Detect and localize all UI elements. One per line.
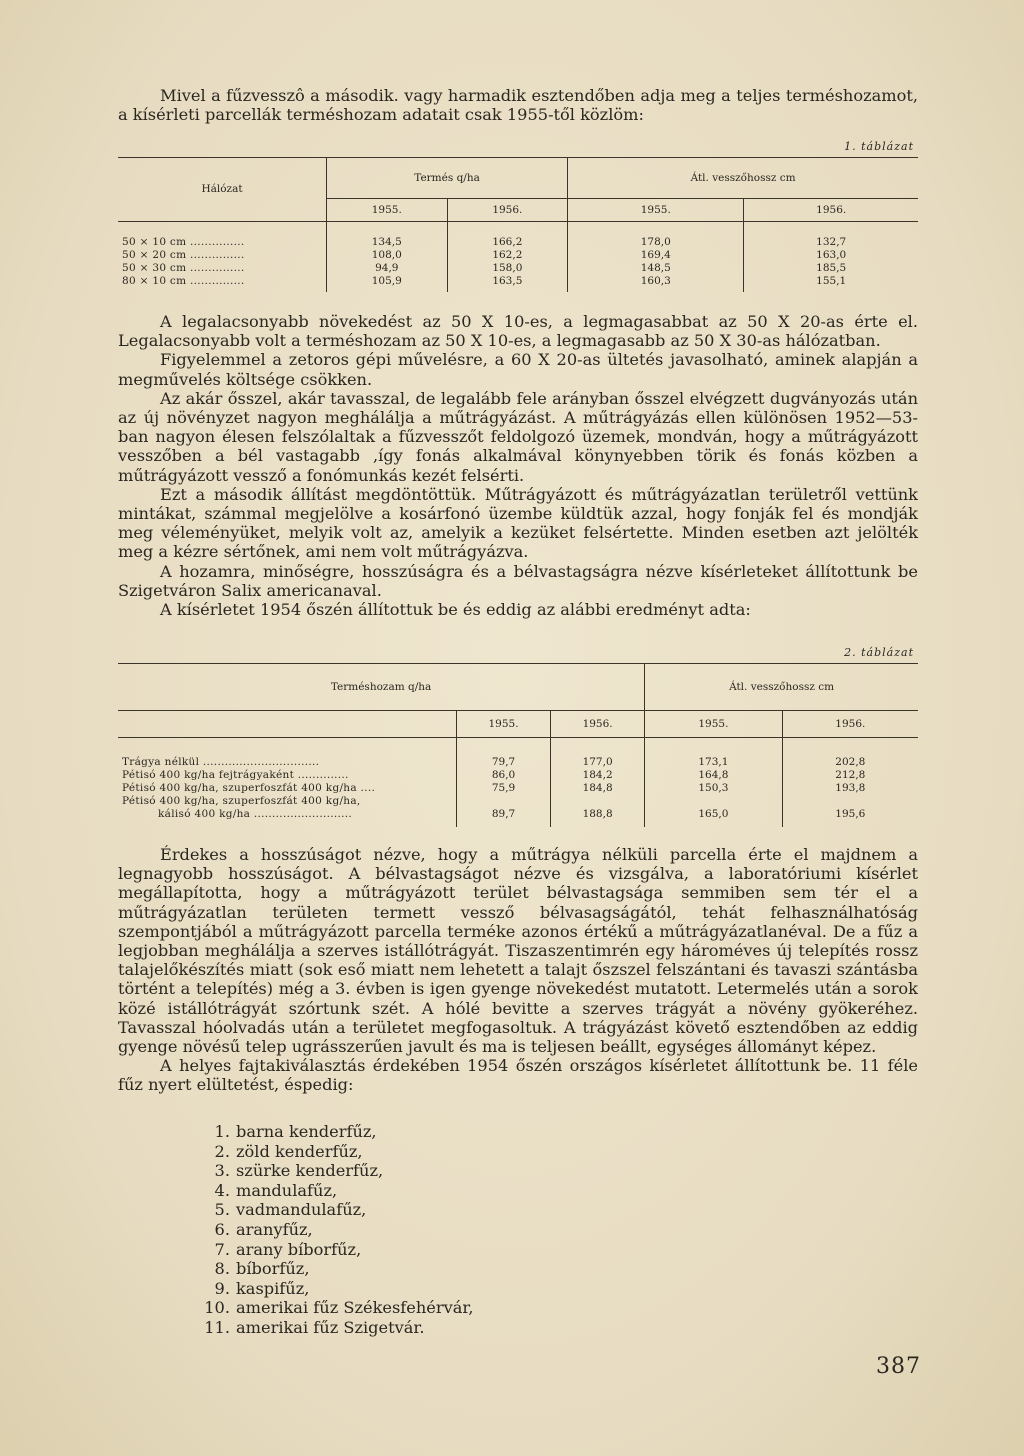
cell: 155,1 bbox=[744, 275, 918, 292]
cell bbox=[551, 795, 645, 808]
cell: 162,2 bbox=[447, 249, 568, 262]
table1-block bbox=[118, 138, 918, 292]
cell: 193,8 bbox=[782, 782, 918, 795]
list-item: 7. arany bíborfűz, bbox=[214, 1239, 362, 1259]
table-row bbox=[118, 782, 918, 795]
table-row bbox=[118, 262, 918, 275]
cell: 202,8 bbox=[782, 738, 918, 770]
row-label: kálisó 400 kg/ha ........................... bbox=[158, 808, 353, 820]
table1-header-atl: Átl. vesszőhossz cm bbox=[568, 158, 918, 199]
list-item: 4. mandulafűz, bbox=[214, 1180, 338, 1200]
table1-year: 1956. bbox=[744, 199, 918, 222]
table-row bbox=[118, 275, 918, 292]
cell: 79,7 bbox=[457, 738, 551, 770]
table-row bbox=[118, 769, 918, 782]
willow-list bbox=[118, 1122, 918, 1338]
paragraph: Érdekes a hosszúságot nézve, hogy a műtrágya nélküli parcella érte el majdnem a legnagyobb hosszúságot. A bélvastagságot nézve és vizsgálva, a laboratóriumi kísérlet megállapította, hogy a műtrágyázott terület bélvastagsága semmiben sem tér el a műtrágyázatlan területen termett vessző bélvasagságától, tehát felhasználhatóság szempontjából a műtrágyázott parcella terméke azonos értékű a műtrágyázatlanéval. De a fűz a legjobban meghálálja a szerves istállótrágyát. Tiszaszentimrén egy hároméves új telepítés rossz talajelőkészítés miatt (sok eső miatt nem lehetett a talajt őszszel felszántani és tavaszi szántásba történt a telepítés) még a 3. évben is igen gyenge növekedést mutatott. Letermelés után a sorok közé istállótrágyát szórtunk szét. A hólé bevitte a szerves trágyát a növény gyökeréhez. Tavasszal hóolvadás után a területet megfogasoltuk. A trágyázást követő esztendőben az eddig gyenge növésű telep ugrásszerűen javult és ma is teljesen beállt, egységes állományt képez. bbox=[118, 845, 918, 1057]
list-item: 6. aranyfűz, bbox=[214, 1219, 313, 1239]
list-item: 11. amerikai fűz Szigetvár. bbox=[204, 1317, 425, 1337]
row-label: 50 × 20 cm ............... bbox=[122, 249, 245, 261]
list-item: 1. barna kenderfűz, bbox=[214, 1122, 377, 1141]
paragraph: Figyelemmel a zetoros gépi művelésre, a 60 X 20-as ültetés javasolható, aminek alapján a megművelés költsége csökken. bbox=[118, 350, 918, 389]
row-label: 80 × 10 cm ............... bbox=[122, 275, 245, 287]
list-item: 8. bíborfűz, bbox=[214, 1259, 310, 1279]
table1-year: 1955. bbox=[327, 199, 448, 222]
paragraph: A legalacsonyabb növekedést az 50 X 10-es, a legmagasabbat az 50 X 20-as érte el. Legalacsonyabb volt a terméshozam az 50 X 10-es, a legmagasabb az 50 X 30-as hálózatban. bbox=[118, 312, 918, 351]
table1 bbox=[118, 157, 918, 292]
list-item: 9. kaspifűz, bbox=[214, 1278, 310, 1298]
cell: 163,5 bbox=[447, 275, 568, 292]
cell: 169,4 bbox=[568, 249, 744, 262]
cell: 184,8 bbox=[551, 782, 645, 795]
table2-header-atl: Átl. vesszőhossz cm bbox=[645, 664, 918, 711]
cell: 178,0 bbox=[568, 222, 744, 250]
cell: 134,5 bbox=[327, 222, 448, 250]
table-row bbox=[118, 222, 918, 250]
list-item: 10. amerikai fűz Székesfehérvár, bbox=[204, 1298, 474, 1318]
cell: 105,9 bbox=[327, 275, 448, 292]
table2-year: 1955. bbox=[645, 711, 783, 738]
cell: 160,3 bbox=[568, 275, 744, 292]
cell: 188,8 bbox=[551, 808, 645, 827]
cell: 177,0 bbox=[551, 738, 645, 770]
row-label: Trágya nélkül ................................ bbox=[122, 756, 320, 768]
table1-header-termes: Termés q/ha bbox=[327, 158, 568, 199]
row-label: 50 × 30 cm ............... bbox=[122, 262, 245, 274]
table-row bbox=[118, 738, 918, 770]
paragraph: A hozamra, minőségre, hosszúságra és a bélvastagságra nézve kísérleteket állítottunk be Szigetváron Salix americanaval. bbox=[118, 561, 918, 600]
table1-year: 1956. bbox=[447, 199, 568, 222]
cell: 164,8 bbox=[645, 769, 783, 782]
list-item: 5. vadmandulafűz, bbox=[214, 1200, 367, 1220]
cell: 148,5 bbox=[568, 262, 744, 275]
cell: 184,2 bbox=[551, 769, 645, 782]
table2-year: 1956. bbox=[551, 711, 645, 738]
paragraph: Ezt a második állítást megdöntöttük. Műtrágyázott és műtrágyázatlan területről vettünk mintákat, számmal megjelölve a kosárfonó üzembe küldtük azzal, hogy fonják fel és mondják meg véleményüket, melyik volt az, amelyik a kezüket felsértette. Minden esetben azt jelölték meg a kézre sértőnek, ami nem volt műtrágyázva. bbox=[118, 484, 918, 562]
table2-caption: 2. táblázat bbox=[844, 646, 914, 659]
table-row bbox=[118, 808, 918, 827]
row-label: Pétisó 400 kg/ha fejtrágyaként .............. bbox=[122, 769, 349, 781]
text-block-b bbox=[118, 845, 918, 1095]
list-item: 3. szürke kenderfűz, bbox=[214, 1161, 384, 1181]
table2-label-header bbox=[118, 711, 457, 738]
row-label: 50 × 10 cm ............... bbox=[122, 236, 245, 248]
table2-year: 1955. bbox=[457, 711, 551, 738]
cell: 185,5 bbox=[744, 262, 918, 275]
list-item: 2. zöld kenderfűz, bbox=[214, 1141, 363, 1161]
table2-header-termes: Terméshozam q/ha bbox=[118, 664, 645, 711]
cell: 195,6 bbox=[782, 808, 918, 827]
cell: 166,2 bbox=[447, 222, 568, 250]
cell: 86,0 bbox=[457, 769, 551, 782]
cell: 158,0 bbox=[447, 262, 568, 275]
cell bbox=[645, 795, 783, 808]
intro-paragraph: Mivel a fűzvesszô a második. vagy harmadik esztendőben adja meg a teljes terméshozamot, a kísérleti parcellák terméshozam adatait csak 1955-től közlöm: bbox=[118, 86, 918, 125]
table-row bbox=[118, 795, 918, 808]
page-number: 387 bbox=[876, 1354, 921, 1379]
text-block-a bbox=[118, 312, 918, 619]
table2-block bbox=[118, 644, 918, 827]
intro-block bbox=[118, 86, 918, 124]
cell bbox=[457, 795, 551, 808]
row-label: Pétisó 400 kg/ha, szuperfoszfát 400 kg/ha .... bbox=[122, 782, 376, 794]
cell: 165,0 bbox=[645, 808, 783, 827]
table-row bbox=[118, 249, 918, 262]
cell: 94,9 bbox=[327, 262, 448, 275]
table1-year: 1955. bbox=[568, 199, 744, 222]
table1-caption: 1. táblázat bbox=[844, 140, 914, 153]
cell: 150,3 bbox=[645, 782, 783, 795]
table1-header-halozat: Hálózat bbox=[118, 158, 327, 222]
paragraph: A kísérletet 1954 őszén állítottuk be és eddig az alábbi eredményt adta: bbox=[160, 600, 751, 620]
cell: 132,7 bbox=[744, 222, 918, 250]
willow-list-block bbox=[118, 1122, 918, 1338]
paragraph: Az akár ősszel, akár tavasszal, de legalább fele arányban ősszel elvégzett dugványozás után az új növényzet nagyon meghálálja a műtrágyázást. A műtrágyázás ellen különösen 1952—53-ban nagyon élesen felszólaltak a fűzvesszőt feldolgozó üzemek, mondván, hogy a műtrágyázott vesszőben a bél vastagabb ,így fonás alkalmával könynyebben törik és fonás közben a műtrágyázott vessző a fonómunkás kezét felsérti. bbox=[118, 388, 918, 485]
cell: 75,9 bbox=[457, 782, 551, 795]
cell: 108,0 bbox=[327, 249, 448, 262]
cell: 89,7 bbox=[457, 808, 551, 827]
paragraph: A helyes fajtakiválasztás érdekében 1954 őszén országos kísérletet állítottunk be. 11 féle fűz nyert elültetést, éspedig: bbox=[118, 1056, 918, 1095]
cell: 163,0 bbox=[744, 249, 918, 262]
row-label: Pétisó 400 kg/ha, szuperfoszfát 400 kg/ha, bbox=[122, 795, 361, 807]
table2-year: 1956. bbox=[782, 711, 918, 738]
cell bbox=[782, 795, 918, 808]
cell: 212,8 bbox=[782, 769, 918, 782]
table2 bbox=[118, 663, 918, 827]
cell: 173,1 bbox=[645, 738, 783, 770]
